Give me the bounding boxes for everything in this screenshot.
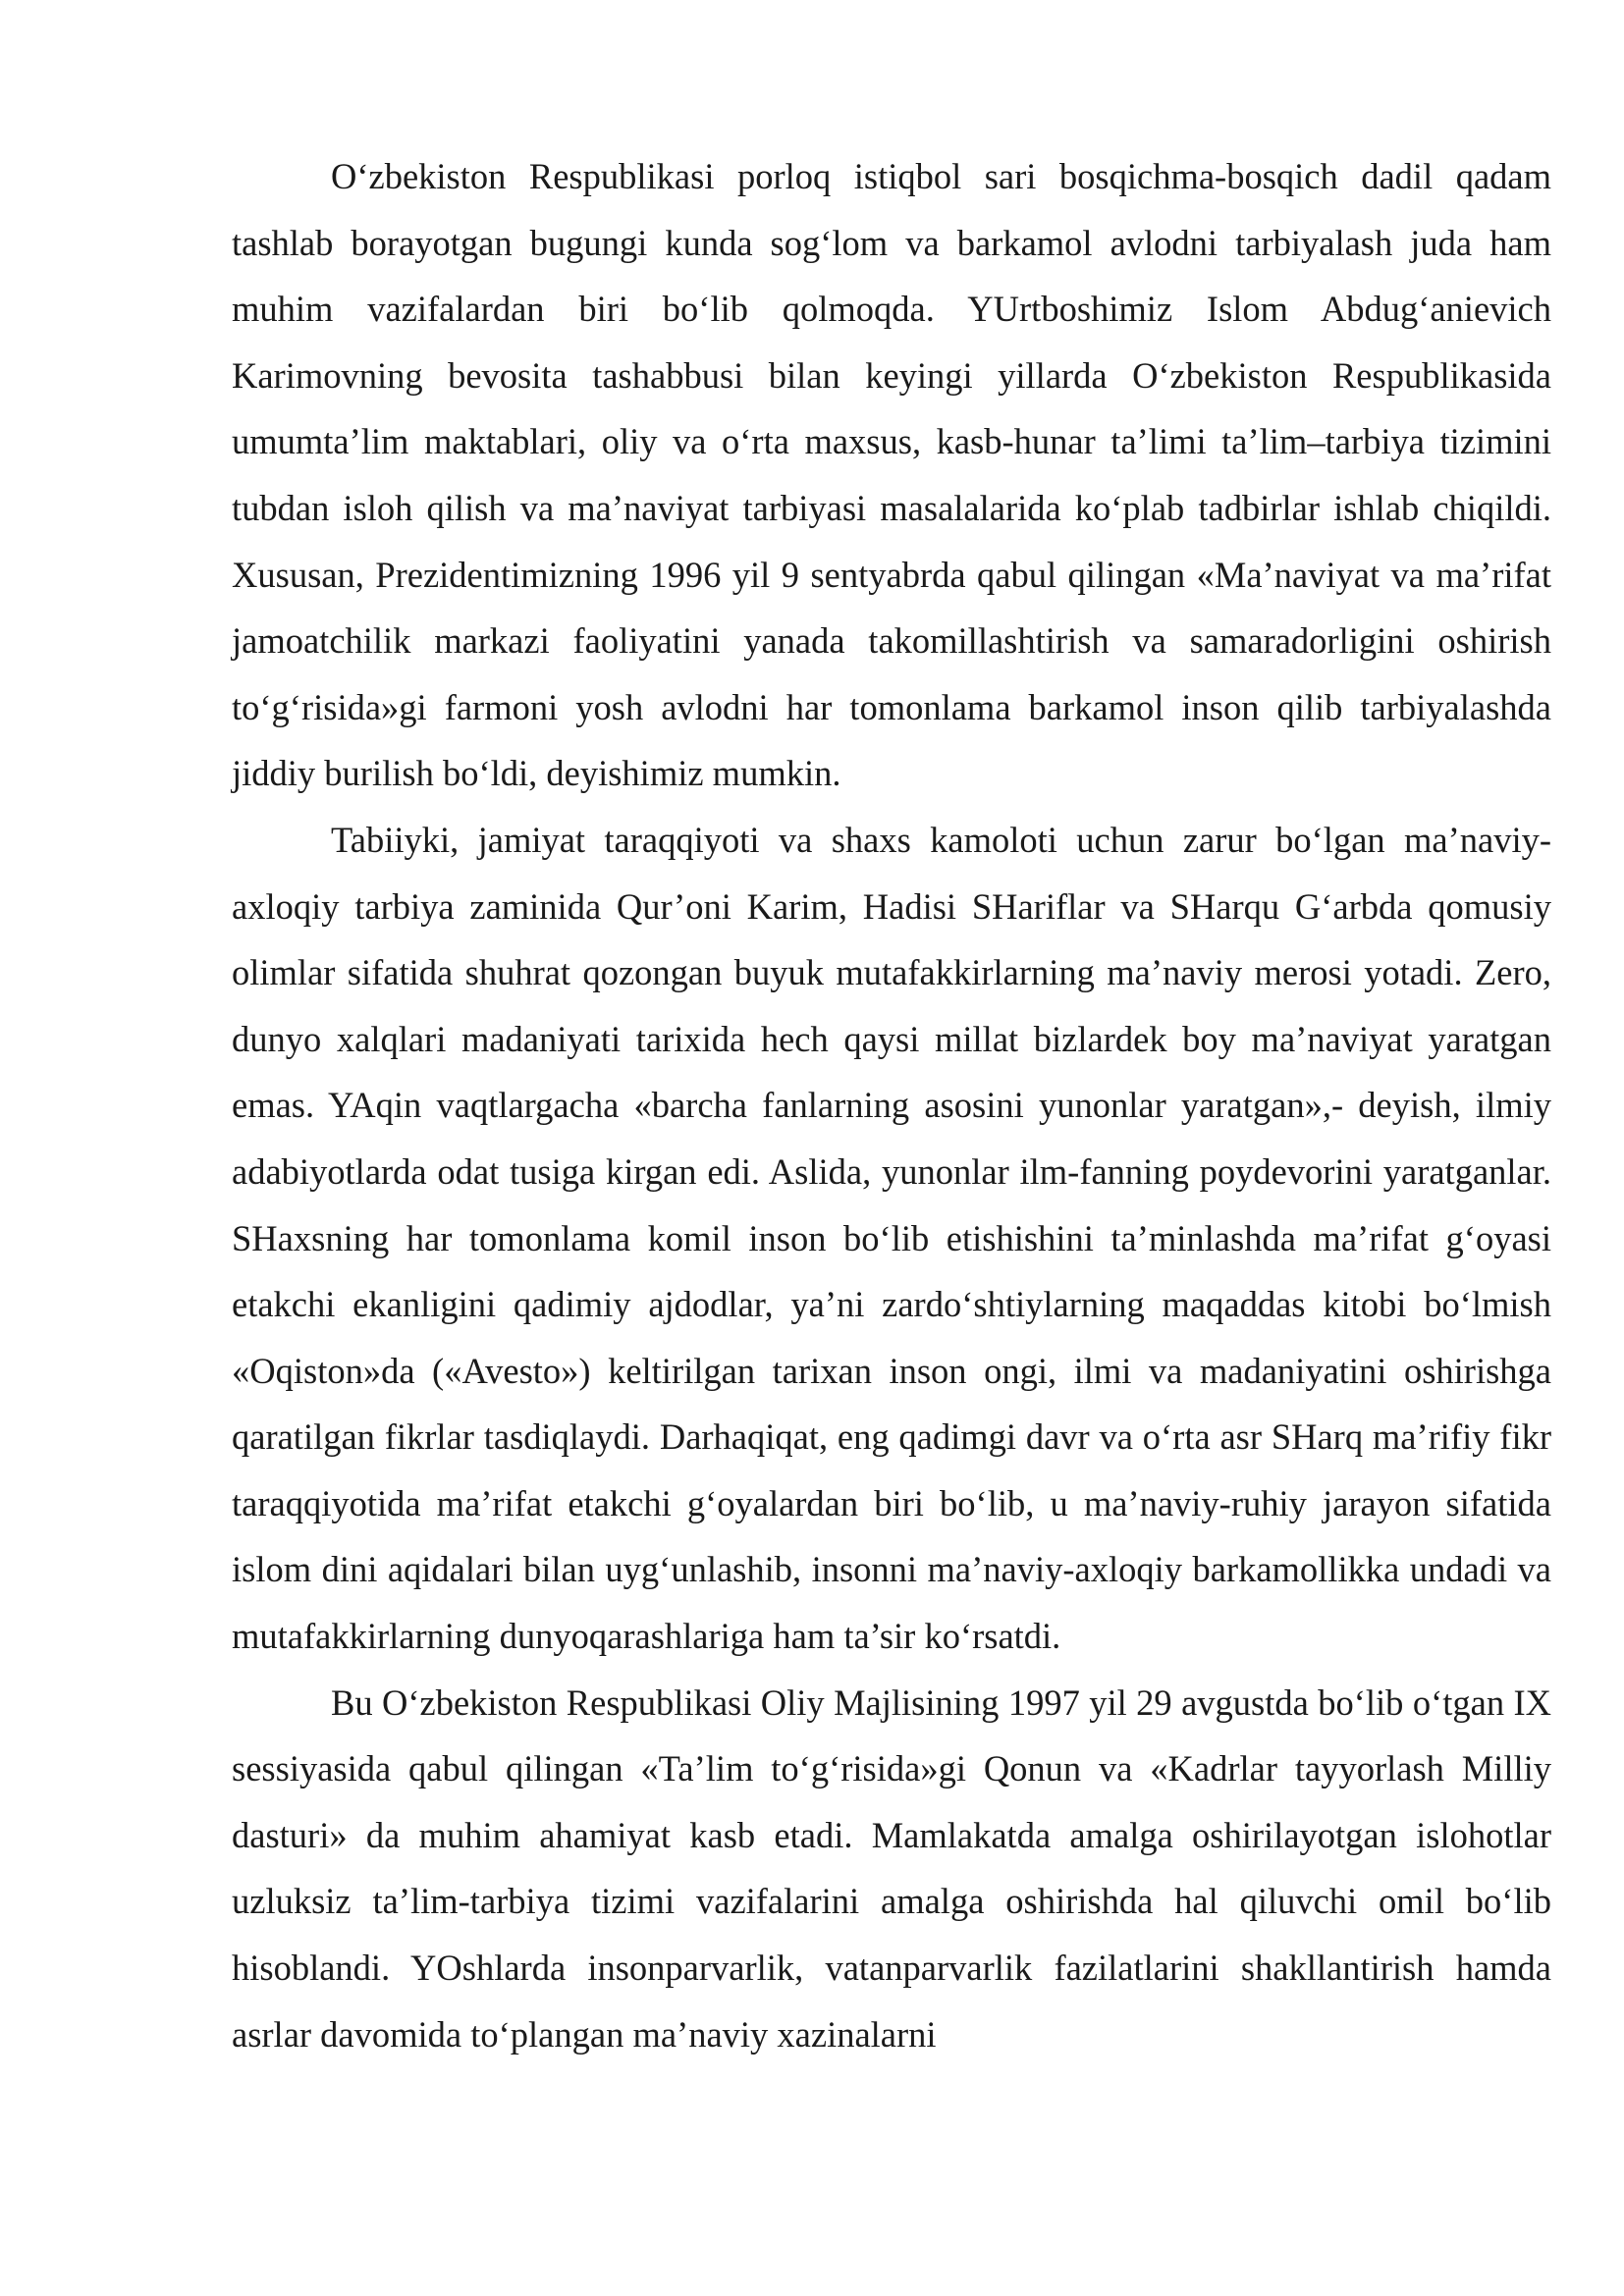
paragraph-1: O‘zbekiston Respublikasi porloq istiqbol sari bosqichma-bosqich dadil qadam tashlab borayotgan bugungi kunda sog‘lom va barkamol avlodni tarbiyalash juda ham muhim vazifalardan biri bo‘lib qolmoqda. YUrtboshimiz Islom Abdug‘anievich Karimovning bevosita tashabbusi bilan keyingi yillarda O‘zbekiston Respublikasida umumta’lim maktablari, oliy va o‘rta maxsus, kasb-hunar ta’limi ta’lim–tarbiya tizimini tubdan isloh qilish va ma’naviyat tarbiyasi masalalarida ko‘plab tadbirlar ishlab chiqildi. Xususan, Prezidentimizning 1996 yil 9 sentyabrda qabul qilingan «Ma’naviyat va ma’rifat jamoatchilik markazi faoliyatini yanada takomillashtirish va samaradorligini oshirish to‘g‘risida»gi farmoni yosh avlodni har tomonlama barkamol inson qilib tarbiyalashda jiddiy burilish bo‘ldi, deyishimiz mumkin.	[232, 156, 1551, 794]
paragraph-2: Tabiiyki, jamiyat taraqqiyoti va shaxs kamoloti uchun zarur bo‘lgan ma’naviy-axloqiy tarbiya zaminida Qur’oni Karim, Hadisi SHariflar va SHarqu G‘arbda qomusiy olimlar sifatida shuhrat qozongan buyuk mutafakkirlarning ma’naviy merosi yotadi. Zero, dunyo xalqlari madaniyati tarixida hech qaysi millat bizlardek boy ma’naviyat yaratgan emas. YAqin vaqtlargacha «barcha fanlarning asosini yunonlar yaratgan»,- deyish, ilmiy adabiyotlarda odat tusiga kirgan edi. Aslida, yunonlar ilm-fanning poydevorini yaratganlar. SHaxsning har tomonlama komil inson bo‘lib etishishini ta’minlashda ma’rifat g‘oyasi etakchi ekanligini qadimiy ajdodlar, ya’ni zardo‘shtiylarning maqaddas kitobi bo‘lmish «Oqiston»da («Avesto») keltirilgan tarixan inson ongi, ilmi va madaniyatini oshirishga qaratilgan fikrlar tasdiqlaydi. Darhaqiqat, eng qadimgi davr va o‘rta asr SHarq ma’rifiy fikr taraqqiyotida ma’rifat etakchi g‘oyalardan biri bo‘lib, u ma’naviy-ruhiy jarayon sifatida islom dini aqidalari bilan uyg‘unlashib, insonni ma’naviy-axloqiy barkamollikka undadi va mutafakkirlarning dunyoqarashlariga ham ta’sir ko‘rsatdi.	[232, 819, 1551, 1657]
document-body	[232, 143, 1551, 2067]
paragraph-3: Bu O‘zbekiston Respublikasi Oliy Majlisining 1997 yil 29 avgustda bo‘lib o‘tgan IX sessiyasida qabul qilingan «Ta’lim to‘g‘risida»gi Qonun va «Kadrlar tayyorlash Milliy dasturi» da muhim ahamiyat kasb etadi. Mamlakatda amalga oshirilayotgan islohotlar uzluksiz ta’lim-tarbiya tizimi vazifalarini amalga oshirishda hal qiluvchi omil bo‘lib hisoblandi. YOshlarda insonparvarlik, vatanparvarlik fazilatlarini shakllantirish hamda asrlar davomida to‘plangan ma’naviy xazinalarni	[232, 1682, 1551, 2055]
